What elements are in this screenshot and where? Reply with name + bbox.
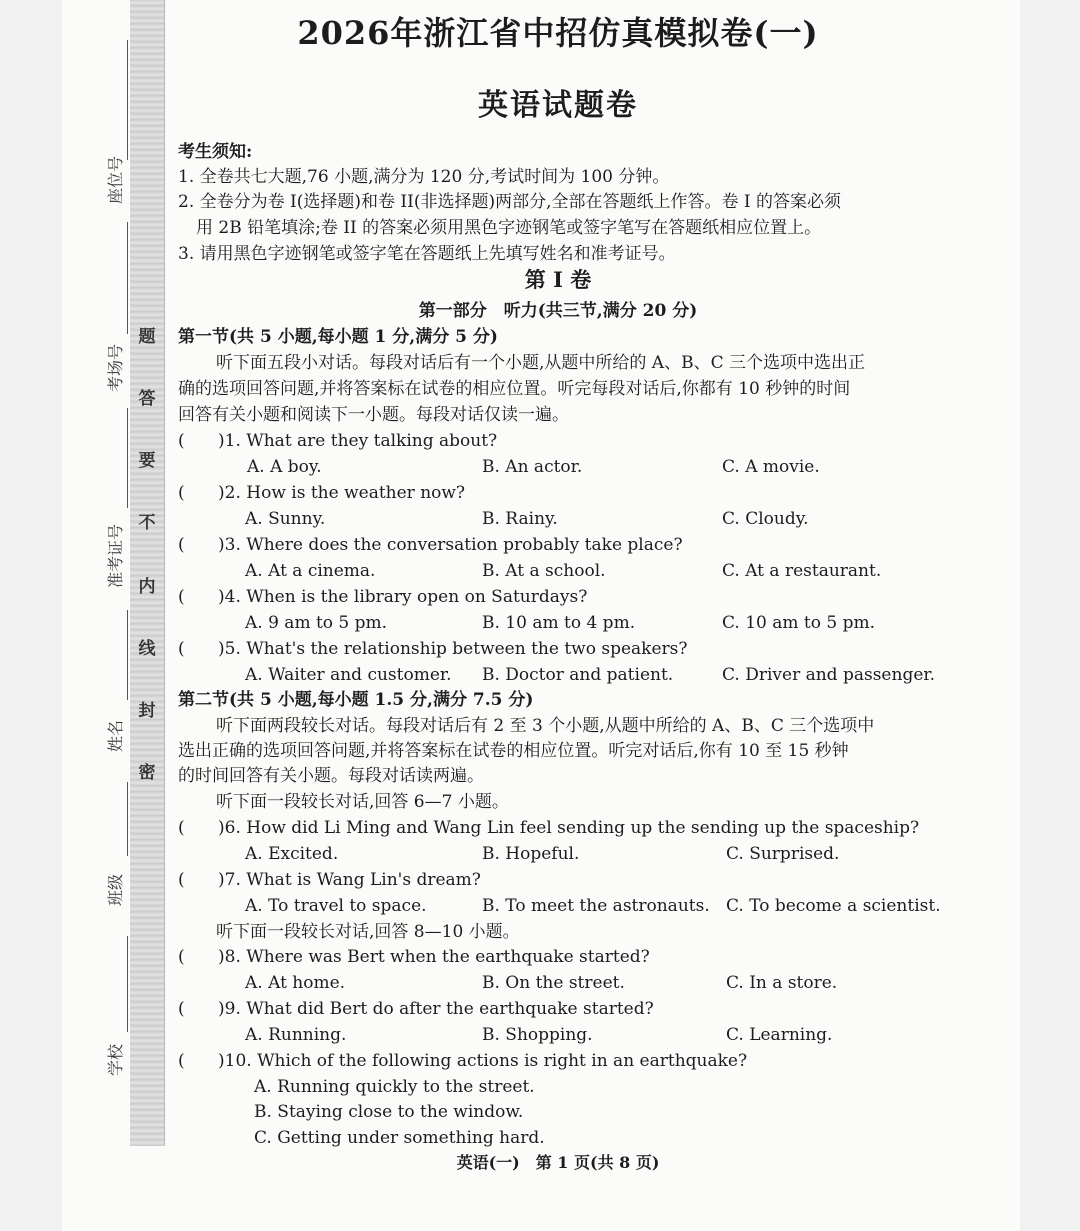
school-blank-line[interactable]	[127, 936, 128, 1032]
option-b: B. To meet the astronauts.	[482, 896, 710, 916]
volume-heading: 第 I 卷	[524, 267, 592, 292]
question-4	[178, 585, 587, 609]
question-10	[178, 1049, 747, 1073]
seal-word: 线	[138, 639, 156, 659]
label-seat-number: 座位号	[106, 156, 125, 205]
option-b: B. 10 am to 4 pm.	[482, 613, 636, 633]
option-c: C. At a restaurant.	[722, 561, 882, 581]
section1-directions: 确的选项回答问题,并将答案标在试卷的相应位置。听完每段对话后,你都有 10 秒钟的时间	[178, 379, 851, 399]
answer-blank[interactable]: (	[178, 431, 185, 451]
question-stem: )10. Which of the following actions is right in an earthquake?	[218, 1051, 748, 1071]
part-heading: 第一部分 听力(共三节,满分 20 分)	[418, 301, 698, 321]
dialog2-intro: 听下面一段较长对话,回答 8—10 小题。	[216, 922, 520, 942]
question-stem: )9. What did Bert do after the earthquake started?	[218, 999, 654, 1019]
answer-blank[interactable]: (	[178, 999, 185, 1019]
label-school: 学校	[106, 1044, 125, 1077]
section2-directions: 的时间回答有关小题。每段对话读两遍。	[178, 766, 484, 786]
section1-directions: 回答有关小题和阅读下一小题。每段对话仅读一遍。	[178, 405, 569, 425]
answer-blank[interactable]: (	[178, 870, 185, 890]
name-blank-line[interactable]	[127, 610, 128, 700]
option-a: A. At a cinema.	[245, 561, 376, 581]
option-c: C. Learning.	[726, 1025, 833, 1045]
question-8	[178, 945, 650, 969]
answer-blank[interactable]: (	[178, 639, 185, 659]
instruction-item: 3. 请用黑色字迹钢笔或签字笔在答题纸上先填写姓名和准考证号。	[178, 244, 676, 264]
seal-word: 内	[138, 577, 156, 597]
seal-word: 要	[138, 451, 156, 471]
question-stem: )6. How did Li Ming and Wang Lin feel sending up the sending up the spaceship?	[218, 818, 920, 838]
dialog1-intro: 听下面一段较长对话,回答 6—7 小题。	[216, 792, 509, 812]
option-b: B. Doctor and patient.	[482, 665, 674, 685]
option-b: B. Hopeful.	[482, 844, 580, 864]
exam-title: 2026年浙江省中招仿真模拟卷(一)	[297, 14, 819, 52]
option-b: B. On the street.	[482, 973, 625, 993]
answer-blank[interactable]: (	[178, 483, 185, 503]
label-class: 班级	[106, 874, 125, 907]
option-c: C. Cloudy.	[722, 509, 809, 529]
instruction-item: 用 2B 铅笔填涂;卷 II 的答案必须用黑色字迹钢笔或签字笔写在答题纸相应位置上。	[196, 218, 822, 238]
question-stem: )8. Where was Bert when the earthquake started?	[218, 947, 650, 967]
seal-word: 封	[138, 701, 156, 721]
question-5	[178, 637, 688, 661]
class-blank-line[interactable]	[127, 782, 128, 856]
option-a: A. A boy.	[247, 457, 322, 477]
question-2	[178, 481, 465, 505]
option-c: C. In a store.	[726, 973, 838, 993]
option-c: C. Surprised.	[726, 844, 840, 864]
answer-blank[interactable]: (	[178, 818, 185, 838]
option-c: C. Getting under something hard.	[254, 1128, 545, 1148]
question-stem: )4. When is the library open on Saturdays?	[218, 587, 588, 607]
binding-strip	[130, 0, 165, 1146]
option-a: A. At home.	[245, 973, 346, 993]
answer-blank[interactable]: (	[178, 587, 185, 607]
instruction-item: 1. 全卷共七大题,76 小题,满分为 120 分,考试时间为 100 分钟。	[178, 167, 670, 187]
option-a: A. To travel to space.	[245, 896, 427, 916]
option-a: A. Running quickly to the street.	[254, 1077, 535, 1097]
section1-title: 第一节(共 5 小题,每小题 1 分,满分 5 分)	[178, 327, 498, 347]
page-footer: 英语(一) 第 1 页(共 8 页)	[456, 1153, 660, 1172]
option-b: B. An actor.	[482, 457, 583, 477]
option-c: C. 10 am to 5 pm.	[722, 613, 875, 633]
question-6	[178, 816, 919, 840]
label-exam-id: 准考证号	[106, 524, 125, 589]
instruction-item: 2. 全卷分为卷 I(选择题)和卷 II(非选择题)两部分,全部在答题纸上作答。卷 I 的答案必须	[178, 192, 842, 212]
section2-directions: 选出正确的选项回答问题,并将答案标在试卷的相应位置。听完对话后,你有 10 至 15 秒钟	[178, 741, 849, 761]
option-a: A. Sunny.	[245, 509, 326, 529]
option-a: A. Waiter and customer.	[245, 665, 452, 685]
option-a: A. Excited.	[245, 844, 339, 864]
label-name: 姓名	[106, 720, 125, 753]
seal-word: 题	[138, 327, 156, 347]
seal-word: 不	[138, 513, 156, 533]
question-stem: )2. How is the weather now?	[218, 483, 466, 503]
label-room-number: 考场号	[106, 344, 125, 393]
question-stem: )3. Where does the conversation probably take place?	[218, 535, 683, 555]
seal-word: 密	[138, 763, 156, 783]
section2-directions: 听下面两段较长对话。每段对话后有 2 至 3 个小题,从题中所给的 A、B、C 三个选项中	[216, 716, 875, 736]
option-c: C. To become a scientist.	[726, 896, 941, 916]
option-b: B. At a school.	[482, 561, 606, 581]
section2-title: 第二节(共 5 小题,每小题 1.5 分,满分 7.5 分)	[178, 690, 534, 710]
question-3	[178, 533, 683, 557]
option-c: C. Driver and passenger.	[722, 665, 936, 685]
option-b: B. Rainy.	[482, 509, 558, 529]
section1-directions: 听下面五段小对话。每段对话后有一个小题,从题中所给的 A、B、C 三个选项中选出正	[216, 353, 865, 373]
option-c: C. A movie.	[722, 457, 820, 477]
answer-blank[interactable]: (	[178, 1051, 185, 1071]
option-b: B. Staying close to the window.	[254, 1102, 524, 1122]
option-b: B. Shopping.	[482, 1025, 593, 1045]
question-stem: )5. What's the relationship between the two speakers?	[218, 639, 688, 659]
question-9	[178, 997, 654, 1021]
question-1	[178, 429, 497, 453]
question-7	[178, 868, 481, 892]
question-stem: )7. What is Wang Lin's dream?	[218, 870, 481, 890]
question-stem: )1. What are they talking about?	[218, 431, 498, 451]
instructions-heading: 考生须知:	[178, 142, 253, 162]
seal-word: 答	[138, 389, 156, 409]
answer-blank[interactable]: (	[178, 947, 185, 967]
id-blank-line[interactable]	[127, 408, 128, 508]
answer-blank[interactable]: (	[178, 535, 185, 555]
option-a: A. Running.	[245, 1025, 347, 1045]
paper-title: 英语试题卷	[478, 88, 638, 123]
option-a: A. 9 am to 5 pm.	[245, 613, 388, 633]
